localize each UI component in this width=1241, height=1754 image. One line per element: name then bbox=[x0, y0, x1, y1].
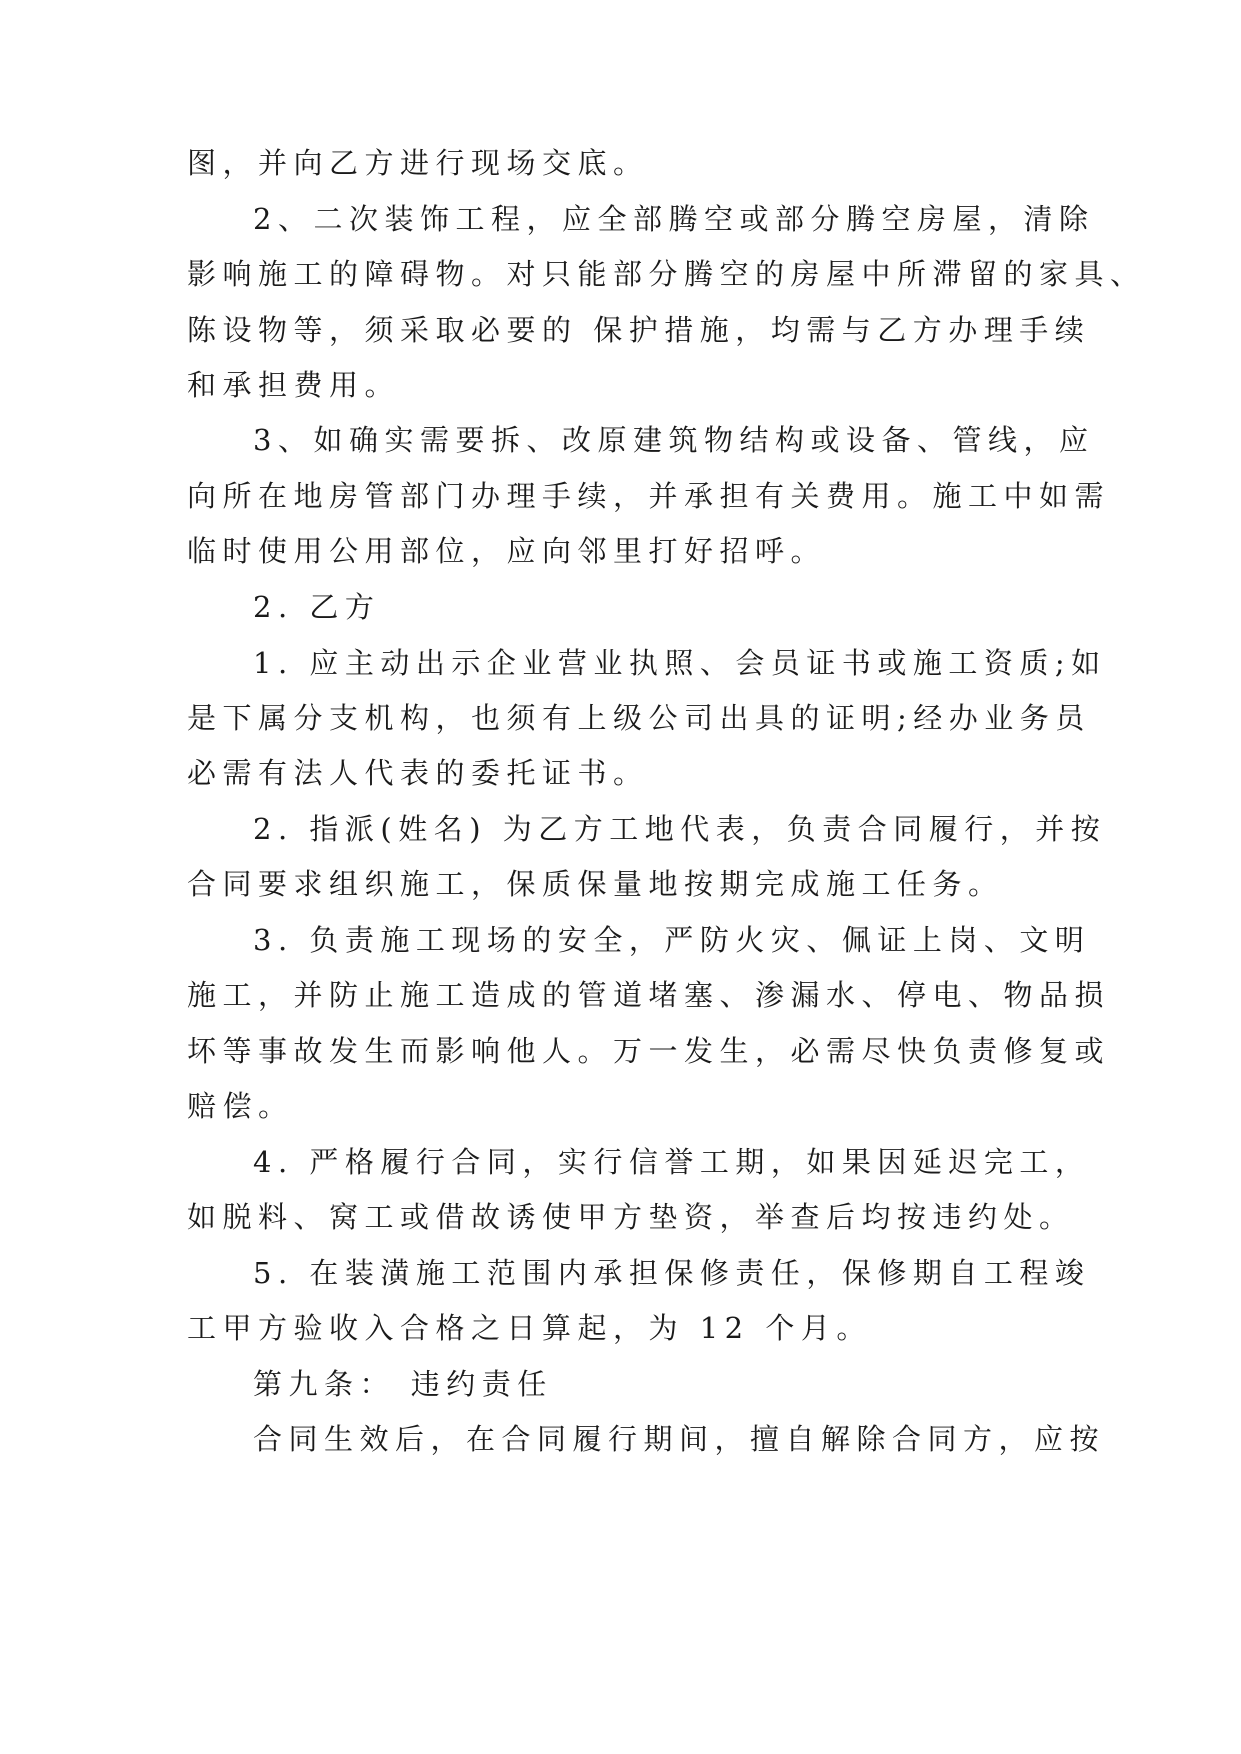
text-line: 3、如确实需要拆、改原建筑物结构或设备、管线，应 bbox=[253, 423, 1095, 457]
section-heading: 第九条： 违约责任 bbox=[253, 1367, 553, 1401]
text-line: 1. 应主动出示企业营业执照、会员证书或施工资质;如 bbox=[253, 646, 1107, 680]
text-line: 赔偿。 bbox=[187, 1089, 294, 1123]
text-line: 陈设物等，须采取必要的 保护措施，均需与乙方办理手续 bbox=[187, 313, 1091, 347]
text-line: 临时使用公用部位，应向邻里打好招呼。 bbox=[187, 534, 827, 568]
text-line: 工甲方验收入合格之日算起，为 12 个月。 bbox=[187, 1311, 872, 1345]
text-line: 2. 指派(姓名) 为乙方工地代表，负责合同履行，并按 bbox=[253, 812, 1107, 846]
text-line: 必需有法人代表的委托证书。 bbox=[187, 756, 649, 790]
text-line: 合同要求组织施工，保质保量地按期完成施工任务。 bbox=[187, 867, 1004, 901]
text-line: 和承担费用。 bbox=[187, 368, 401, 402]
text-line: 施工，并防止施工造成的管道堵塞、渗漏水、停电、物品损 bbox=[187, 978, 1111, 1012]
text-line: 图，并向乙方进行现场交底。 bbox=[187, 146, 649, 180]
text-line: 影响施工的障碍物。对只能部分腾空的房屋中所滞留的家具、 bbox=[187, 257, 1146, 291]
text-line: 坏等事故发生而影响他人。万一发生，必需尽快负责修复或 bbox=[187, 1034, 1111, 1068]
text-line: 5. 在装潢施工范围内承担保修责任，保修期自工程竣 bbox=[253, 1256, 1091, 1290]
text-line: 3. 负责施工现场的安全，严防火灾、佩证上岗、文明 bbox=[253, 923, 1091, 957]
text-line: 4. 严格履行合同，实行信誉工期，如果因延迟完工， bbox=[253, 1145, 1091, 1179]
text-line: 是下属分支机构，也须有上级公司出具的证明;经办业务员 bbox=[187, 701, 1091, 735]
text-line: 2、二次装饰工程，应全部腾空或部分腾空房屋，清除 bbox=[253, 202, 1095, 236]
text-line: 2. 乙方 bbox=[253, 590, 381, 624]
text-line: 如脱料、窝工或借故诱使甲方垫资，举查后均按违约处。 bbox=[187, 1200, 1075, 1234]
text-line: 合同生效后，在合同履行期间，擅自解除合同方，应按 bbox=[253, 1422, 1106, 1456]
text-line: 向所在地房管部门办理手续，并承担有关费用。施工中如需 bbox=[187, 479, 1111, 513]
